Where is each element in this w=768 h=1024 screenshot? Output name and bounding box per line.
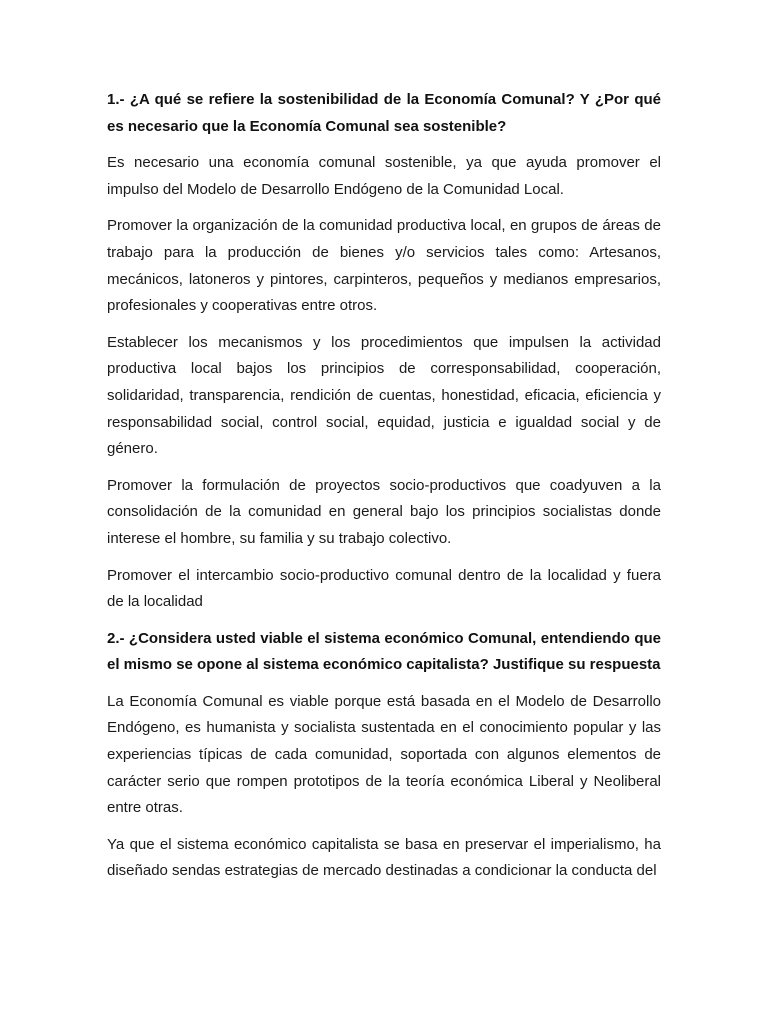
question-2-heading: 2.- ¿Considera usted viable el sistema económico Comunal, entendiendo que el mismo se opone al sistema económico capitalista? Justifique su respuesta: [107, 629, 661, 674]
document-page: [107, 87, 661, 895]
answer-1-paragraph: Promover la formulación de proyectos socio-productivos que coadyuven a la consolidación de la comunidad en general bajo los principios socialistas donde interese el hombre, su familia y su trabajo colectivo.: [107, 476, 661, 547]
question-1-heading: 1.- ¿A qué se refiere la sostenibilidad de la Economía Comunal? Y ¿Por qué es necesario que la Economía Comunal sea sostenible?: [107, 91, 661, 135]
answer-1-paragraph: Establecer los mecanismos y los procedimientos que impulsen la actividad productiva local bajos los principios de corresponsabilidad, cooperación, solidaridad, transparencia, rendición de cuentas, honestidad, eficacia, eficiencia y responsabilidad social, control social, equidad, justicia e igualdad social y de género.: [107, 333, 661, 458]
answer-1-paragraph: Promover el intercambio socio-productivo comunal dentro de la localidad y fuera de la localidad: [107, 566, 661, 611]
answer-1-paragraph: Promover la organización de la comunidad productiva local, en grupos de áreas de trabajo para la producción de bienes y/o servicios tales como: Artesanos, mecánicos, latoneros y pintores, carpinteros, pequeños y medianos empresarios, profesionales y cooperativas entre otros.: [107, 217, 661, 315]
answer-2-paragraph: La Economía Comunal es viable porque está basada en el Modelo de Desarrollo Endógeno, es humanista y socialista sustentada en el conocimiento popular y las experiencias típicas de cada comunidad, soportada con algunos elementos de carácter serio que rompen prototipos de la teoría económica Liberal y Neoliberal entre otras.: [107, 692, 661, 817]
answer-1-paragraph: Es necesario una economía comunal sostenible, ya que ayuda promover el impulso del Modelo de Desarrollo Endógeno de la Comunidad Local.: [107, 154, 661, 198]
answer-2-paragraph: Ya que el sistema económico capitalista se basa en preservar el imperialismo, ha diseñado sendas estrategias de mercado destinadas a condicionar la conducta del: [107, 835, 661, 880]
